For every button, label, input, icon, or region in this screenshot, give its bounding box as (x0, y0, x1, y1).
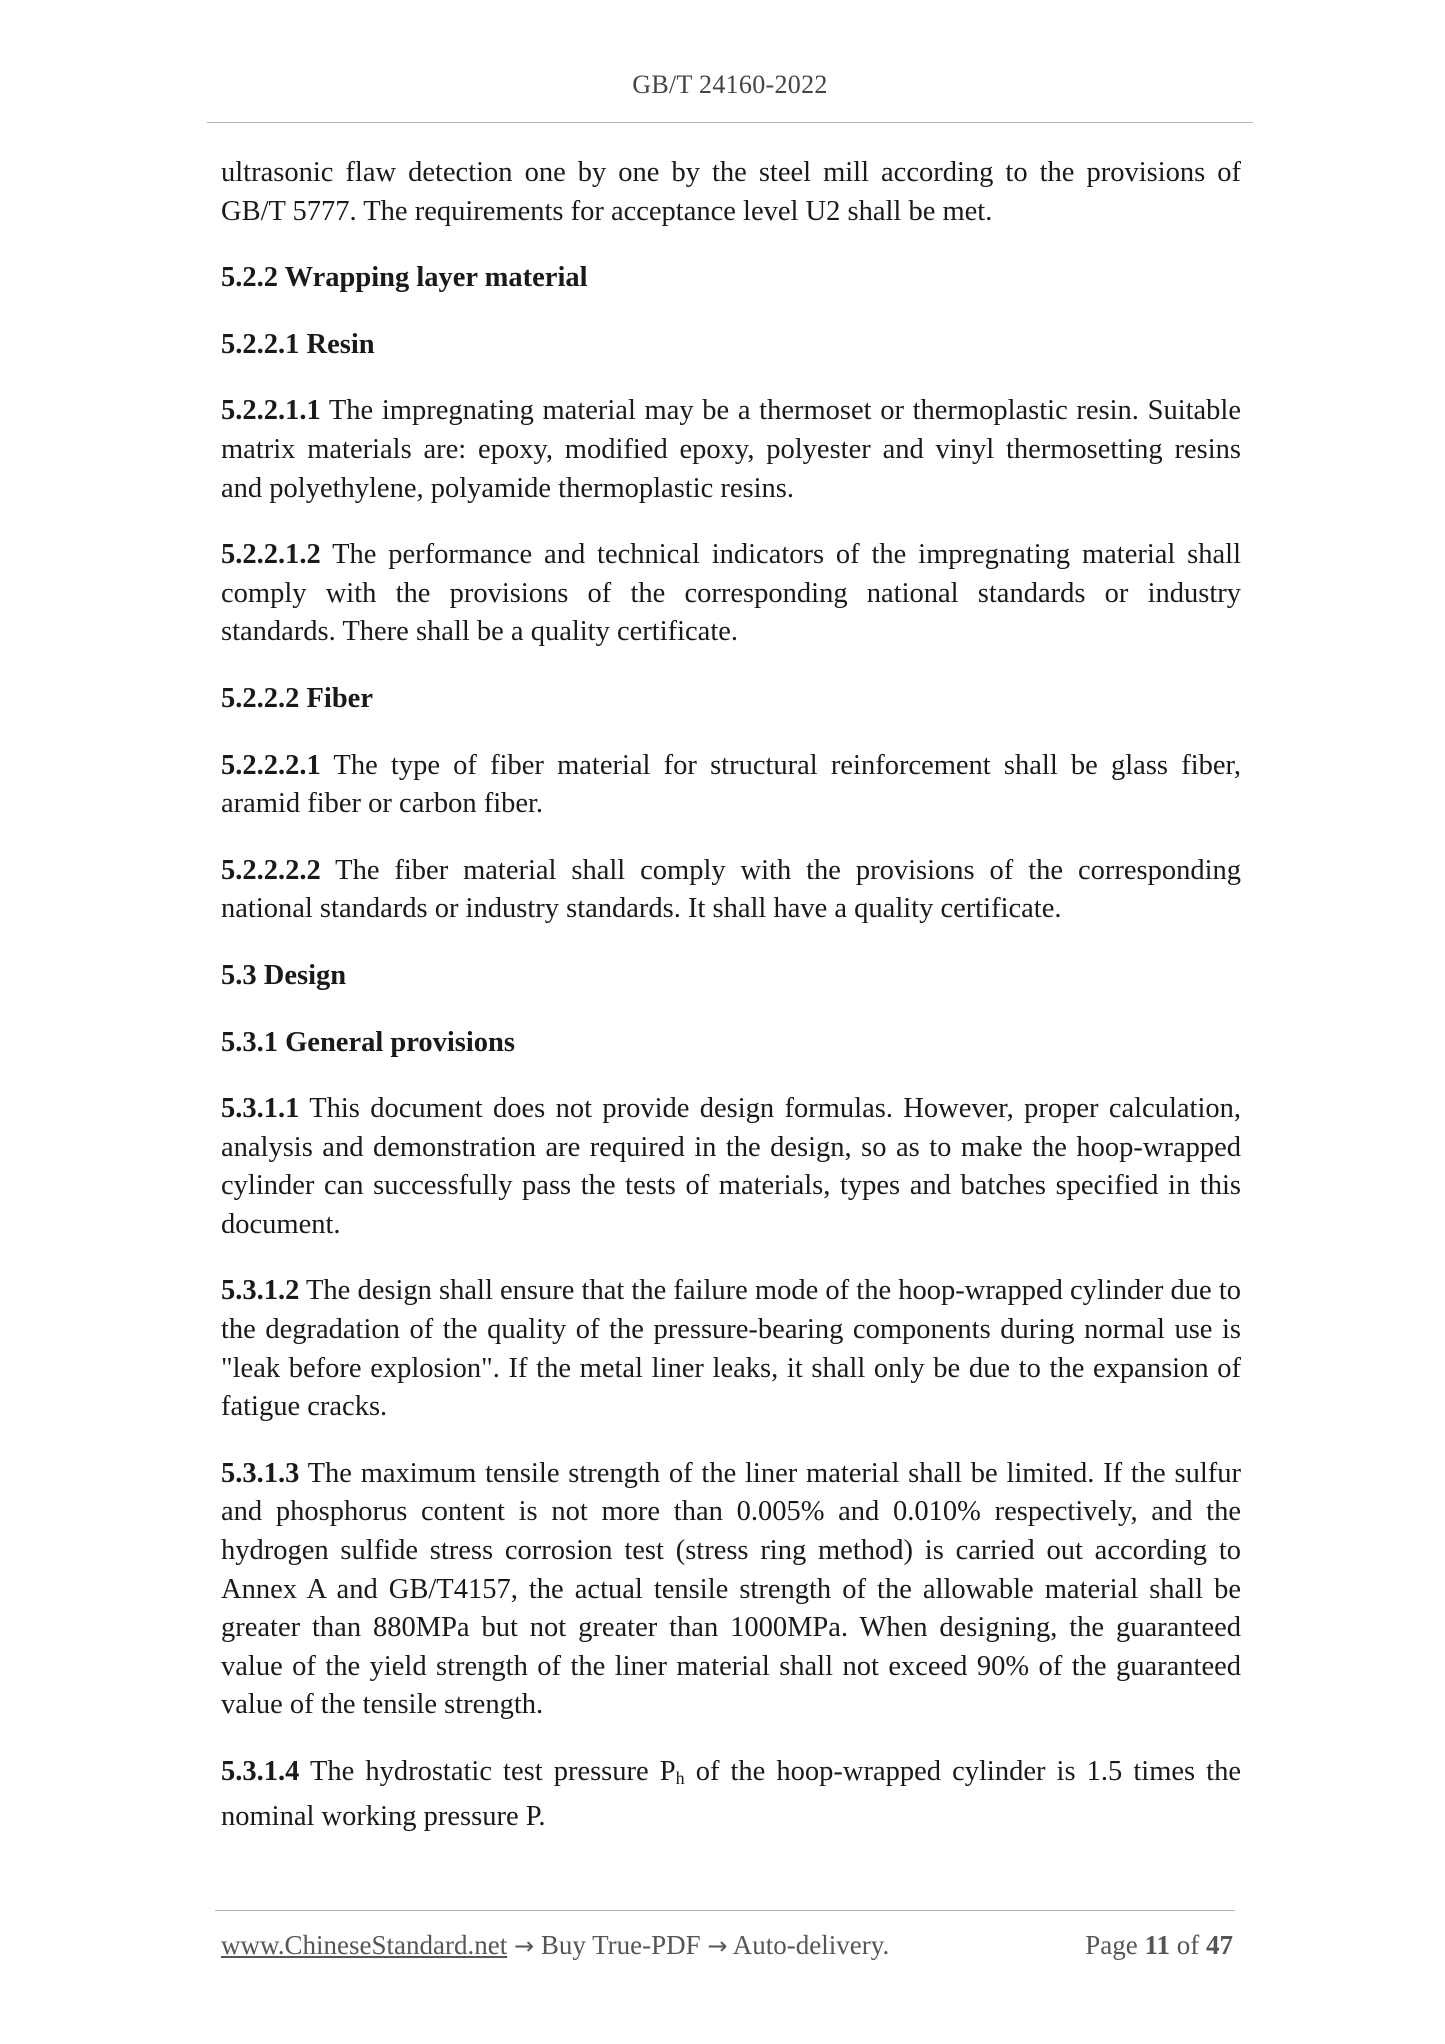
clause-number: 5.3.1.1 (221, 1093, 300, 1125)
footer-left (221, 1930, 889, 1961)
page-header: GB/T 24160-2022 (632, 70, 828, 99)
clause-number: 5.2.2.1.2 (221, 539, 321, 571)
arrow-right-icon: → (707, 1932, 728, 1960)
heading-5-2-2-2: 5.2.2.2 Fiber (221, 682, 373, 714)
page-footer (221, 1930, 1233, 1961)
clause-text: The performance and technical indicators of the impregnating material shall comply with the provisions of the corresponding national standards or industry standards. There shall be a quality certificate. (221, 539, 1241, 648)
clause-5-2-2-2-1 (221, 747, 1241, 824)
clause-text: The fiber material shall comply with the provisions of the corresponding national standards or industry standards. It shall have a quality certificate. (221, 854, 1241, 925)
page-word: Page (1085, 1930, 1145, 1960)
page-current: 11 (1144, 1930, 1170, 1960)
heading-5-3-1: 5.3.1 General provisions (221, 1026, 515, 1058)
clause-number: 5.3.1.3 (221, 1457, 300, 1489)
clause-number: 5.2.2.2.1 (221, 749, 321, 781)
heading-5-3: 5.3 Design (221, 959, 347, 991)
clause-number: 5.3.1.4 (221, 1756, 300, 1787)
buy-text: Buy True-PDF (534, 1930, 708, 1960)
clause-5-3-1-2 (221, 1272, 1241, 1426)
clause-text: This document does not provide design formulas. However, proper calculation, analysis and demonstration are required in the design, so as to make the hoop-wrapped cylinder can successfully pass the tests of materials, types and batches specified in this document. (221, 1093, 1241, 1240)
clause-number: 5.3.1.2 (221, 1275, 300, 1307)
heading-5-2-2: 5.2.2 Wrapping layer material (221, 262, 588, 294)
clause-text: The impregnating material may be a thermoset or thermoplastic resin. Suitable matrix materials are: epoxy, modified epoxy, polyester and vinyl thermosetting resins and polyethylene, polyamide thermoplastic resins. (221, 395, 1241, 504)
page-number (1085, 1930, 1233, 1961)
clause-5-2-2-1-1 (221, 392, 1241, 508)
clause-5-3-1-4 (221, 1753, 1241, 1836)
clause-5-2-2-2-2 (221, 852, 1241, 929)
clause-text: The design shall ensure that the failure mode of the hoop-wrapped cylinder due to the degradation of the quality of the pressure-bearing components during normal use is "leak before explosion". If the metal liner leaks, it shall only be due to the expansion of fatigue cracks. (221, 1275, 1241, 1423)
clause-5-2-2-1-2 (221, 536, 1241, 652)
paragraph-text: ultrasonic flaw detection one by one by the steel mill according to the provisions of GB/T 5777. The requirements for acceptance level U2 shall be met. (221, 157, 1241, 227)
clause-number: 5.2.2.2.2 (221, 854, 321, 886)
delivery-text: Auto-delivery. (727, 1930, 890, 1960)
clause-text: The maximum tensile strength of the liner material shall be limited. If the sulfur and phosphorus content is not more than 0.005% and 0.010% respectively, and the hydrogen sulfide stress corrosion test (stress ring method) is carried out according to Annex A and GB/T4157, the actual tensile strength of the allowable material shall be greater than 880MPa but not greater than 1000MPa. When designing, the guaranteed value of the yield strength of the liner material shall not exceed 90% of the guaranteed value of the tensile strength. (221, 1457, 1241, 1721)
heading-5-2-2-1: 5.2.2.1 Resin (221, 328, 375, 360)
header-divider (207, 122, 1253, 123)
clause-text: The type of fiber material for structural reinforcement shall be glass fiber, aramid fiber or carbon fiber. (221, 749, 1241, 820)
clause-text: The hydrostatic test pressure P (299, 1756, 676, 1787)
clause-5-3-1-1 (221, 1090, 1241, 1244)
document-body (221, 154, 1241, 1864)
page-total: 47 (1206, 1930, 1233, 1960)
website-link[interactable]: www.ChineseStandard.net (221, 1930, 508, 1960)
arrow-right-icon: → (513, 1932, 535, 1960)
of-word: of (1170, 1930, 1206, 1960)
subscript-h: h (675, 1768, 685, 1788)
clause-number: 5.2.2.1.1 (221, 395, 321, 427)
clause-text: of the hoop-wrapped cylinder is 1.5 times the nominal working pressure P. (221, 1756, 1241, 1832)
clause-5-3-1-3 (221, 1455, 1241, 1725)
footer-divider (215, 1910, 1235, 1911)
paragraph-continuation (221, 154, 1241, 231)
